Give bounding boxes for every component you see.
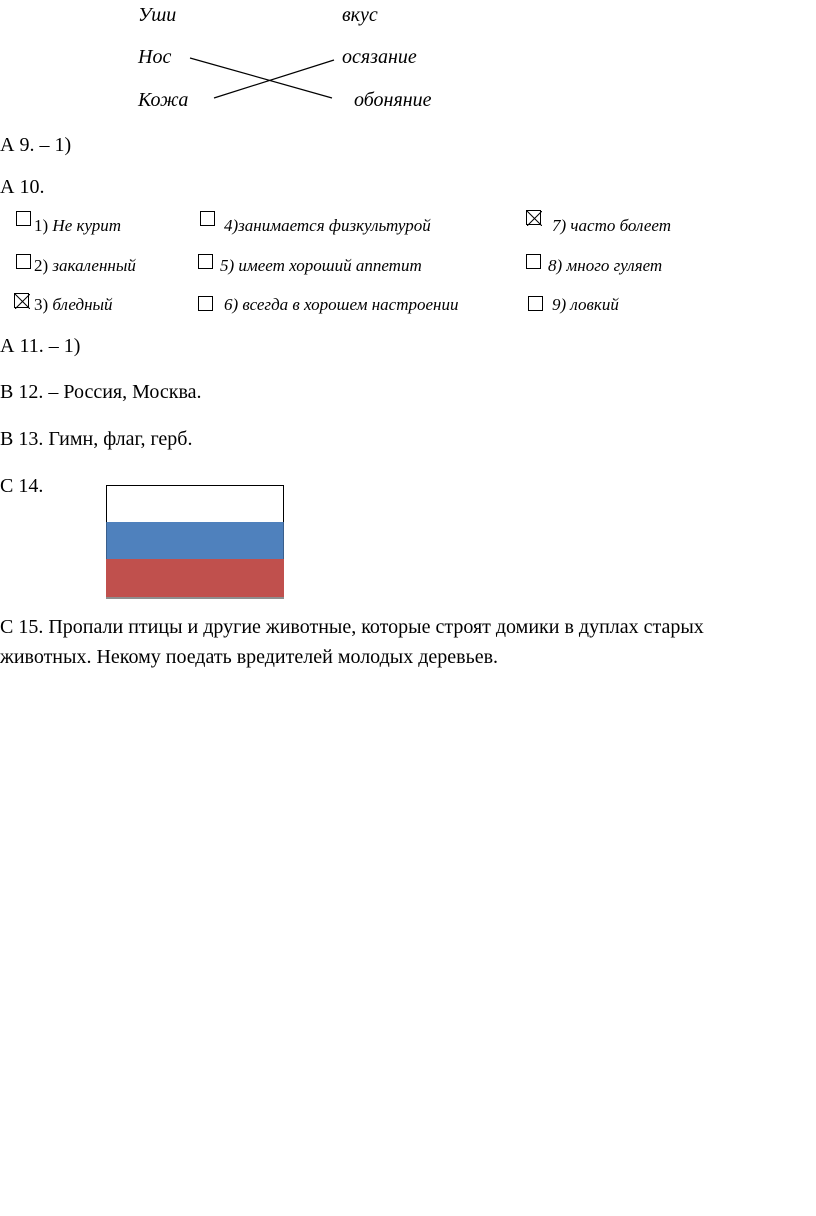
option-5-text: 5) имеет хороший аппетит [220,256,422,275]
flag-stripe-red [106,559,284,597]
matching-left-1: Уши [138,4,177,26]
check-cross-icon [527,211,542,226]
flag-stripe-blue [106,522,284,560]
answer-c15-line1: С 15. Пропали птицы и другие животные, которые строят домики в дуплах старых [0,616,704,638]
matching-right-2: осязание [342,46,417,68]
checkbox-option-9[interactable] [528,296,543,311]
checkbox-option-1[interactable] [16,211,31,226]
answer-b12: В 12. – Россия, Москва. [0,381,202,403]
option-3-label [34,295,113,315]
option-1-text: Не курит [52,216,122,235]
check-cross-icon [15,294,30,309]
connector-line-nos-obonyanie [190,58,332,98]
option-8-text: 8) много гуляет [548,256,663,275]
answer-a9: А 9. – 1) [0,134,72,156]
checkbox-option-6[interactable] [198,296,213,311]
matching-left-2: Нос [138,46,172,68]
answer-a11: А 11. – 1) [0,335,81,357]
option-1-num: 1) [34,216,49,235]
checkbox-option-8[interactable] [526,254,541,269]
option-9-text: 9) ловкий [552,295,619,314]
flag-stripe-white [106,485,284,523]
checkbox-option-4[interactable] [200,211,215,226]
matching-right-3: обоняние [354,89,432,111]
option-2-label [34,256,136,276]
checkbox-option-5[interactable] [198,254,213,269]
option-3-text: бледный [52,295,113,314]
option-6-text: 6) всегда в хорошем настроении [224,295,459,314]
checkbox-option-3[interactable] [14,293,29,308]
option-1-label [34,216,121,236]
answer-c15-line2: животных. Некому поедать вредителей молодых деревьев. [0,646,499,668]
matching-left-3: Кожа [138,89,189,111]
connector-line-kozha-osyazanie [214,60,334,98]
option-2-text: закаленный [52,256,136,275]
checkbox-option-2[interactable] [16,254,31,269]
answer-b13: В 13. Гимн, флаг, герб. [0,428,193,450]
answer-a10-title: А 10. [0,176,45,198]
option-2-num: 2) [34,256,49,275]
option-3-num: 3) [34,295,49,314]
checkbox-option-7[interactable] [526,210,541,225]
matching-right-1: вкус [342,4,378,26]
option-7-text: 7) часто болеет [552,216,671,235]
answer-c14-title: С 14. [0,475,44,497]
option-4-text: 4)занимается физкультурой [224,216,431,235]
matching-connector-lines [0,0,816,130]
